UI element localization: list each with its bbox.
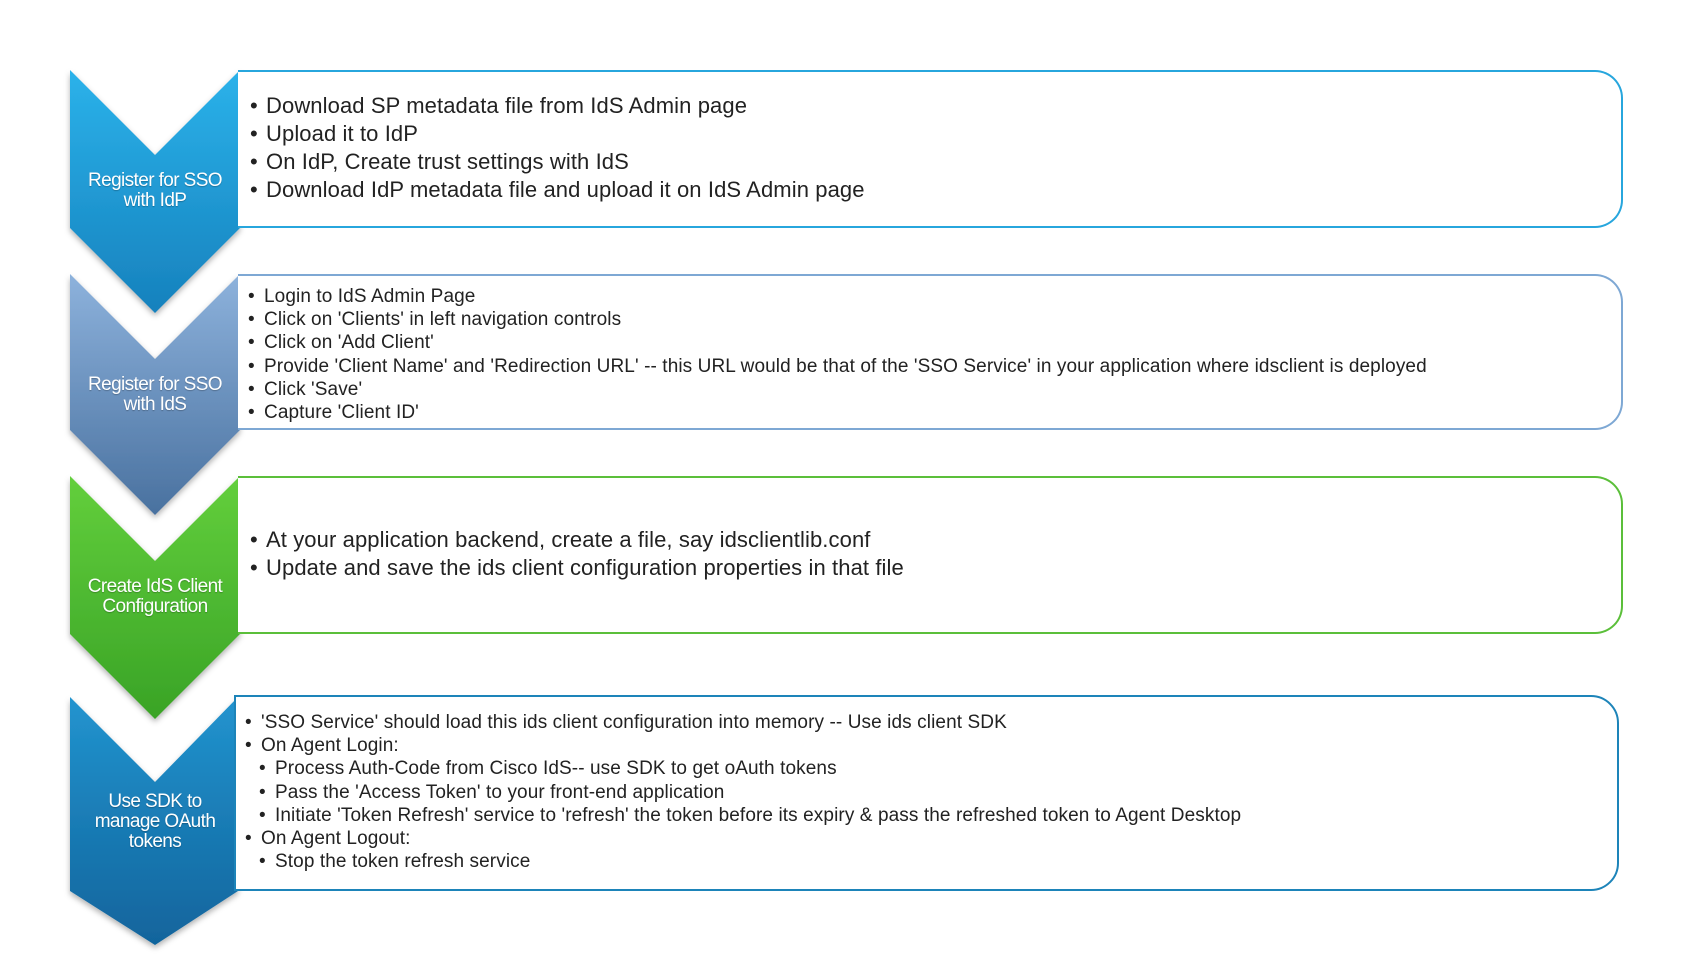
step-1-bullet-list — [250, 92, 1621, 204]
step-2-bullet: • Click on 'Add Client' — [248, 331, 1621, 354]
step-2-bullet: • Login to IdS Admin Page — [248, 285, 1621, 308]
step-1-details — [238, 70, 1623, 228]
step-2-bullet-list — [248, 285, 1621, 424]
step-2-bullet: • Click on 'Clients' in left navigation controls — [248, 308, 1621, 331]
step-3-bullet-list — [250, 526, 1621, 582]
step-1-label: Register for SSO with IdP — [87, 170, 222, 211]
step-4-sub-bullet: • Process Auth-Code from Cisco IdS-- use SDK to get oAuth tokens — [259, 757, 1617, 780]
step-2-details — [238, 274, 1623, 430]
step-1-bullet: • Download SP metadata file from IdS Admin page — [250, 92, 1621, 120]
step-3-bullet: • Update and save the ids client configuration properties in that file — [250, 554, 1621, 582]
step-4-bullet-list — [245, 711, 1617, 873]
step-4-details — [234, 695, 1619, 891]
step-2-bullet: • Click 'Save' — [248, 378, 1621, 401]
step-2-label: Register for SSO with IdS — [87, 374, 222, 415]
step-4-label: Use SDK to manage OAuth tokens — [94, 791, 216, 852]
step-4-sub-bullet: • Stop the token refresh service — [259, 850, 1617, 873]
step-1-bullet: • Download IdP metadata file and upload it on IdS Admin page — [250, 176, 1621, 204]
step-2-bullet: • Capture 'Client ID' — [248, 401, 1621, 424]
step-4-bullet: • 'SSO Service' should load this ids client configuration into memory -- Use ids client SDK — [245, 711, 1617, 734]
step-4-sub-bullet: • Initiate 'Token Refresh' service to 'refresh' the token before its expiry & pass the refreshed token to Agent Desktop — [259, 804, 1617, 827]
step-2-bullet: • Provide 'Client Name' and 'Redirection URL' -- this URL would be that of the 'SSO Service' in your application where idsclient is deployed — [248, 355, 1621, 378]
step-4-bullet: • On Agent Logout: — [245, 827, 1617, 850]
step-3-label: Create IdS Client Configuration — [87, 576, 223, 617]
step-3-details — [238, 476, 1623, 634]
step-4-sub-bullet: • Pass the 'Access Token' to your front-end application — [259, 781, 1617, 804]
step-4-bullet: • On Agent Login: — [245, 734, 1617, 757]
step-3-bullet: • At your application backend, create a file, say idsclientlib.conf — [250, 526, 1621, 554]
step-1-bullet: • On IdP, Create trust settings with IdS — [250, 148, 1621, 176]
step-1-bullet: • Upload it to IdP — [250, 120, 1621, 148]
